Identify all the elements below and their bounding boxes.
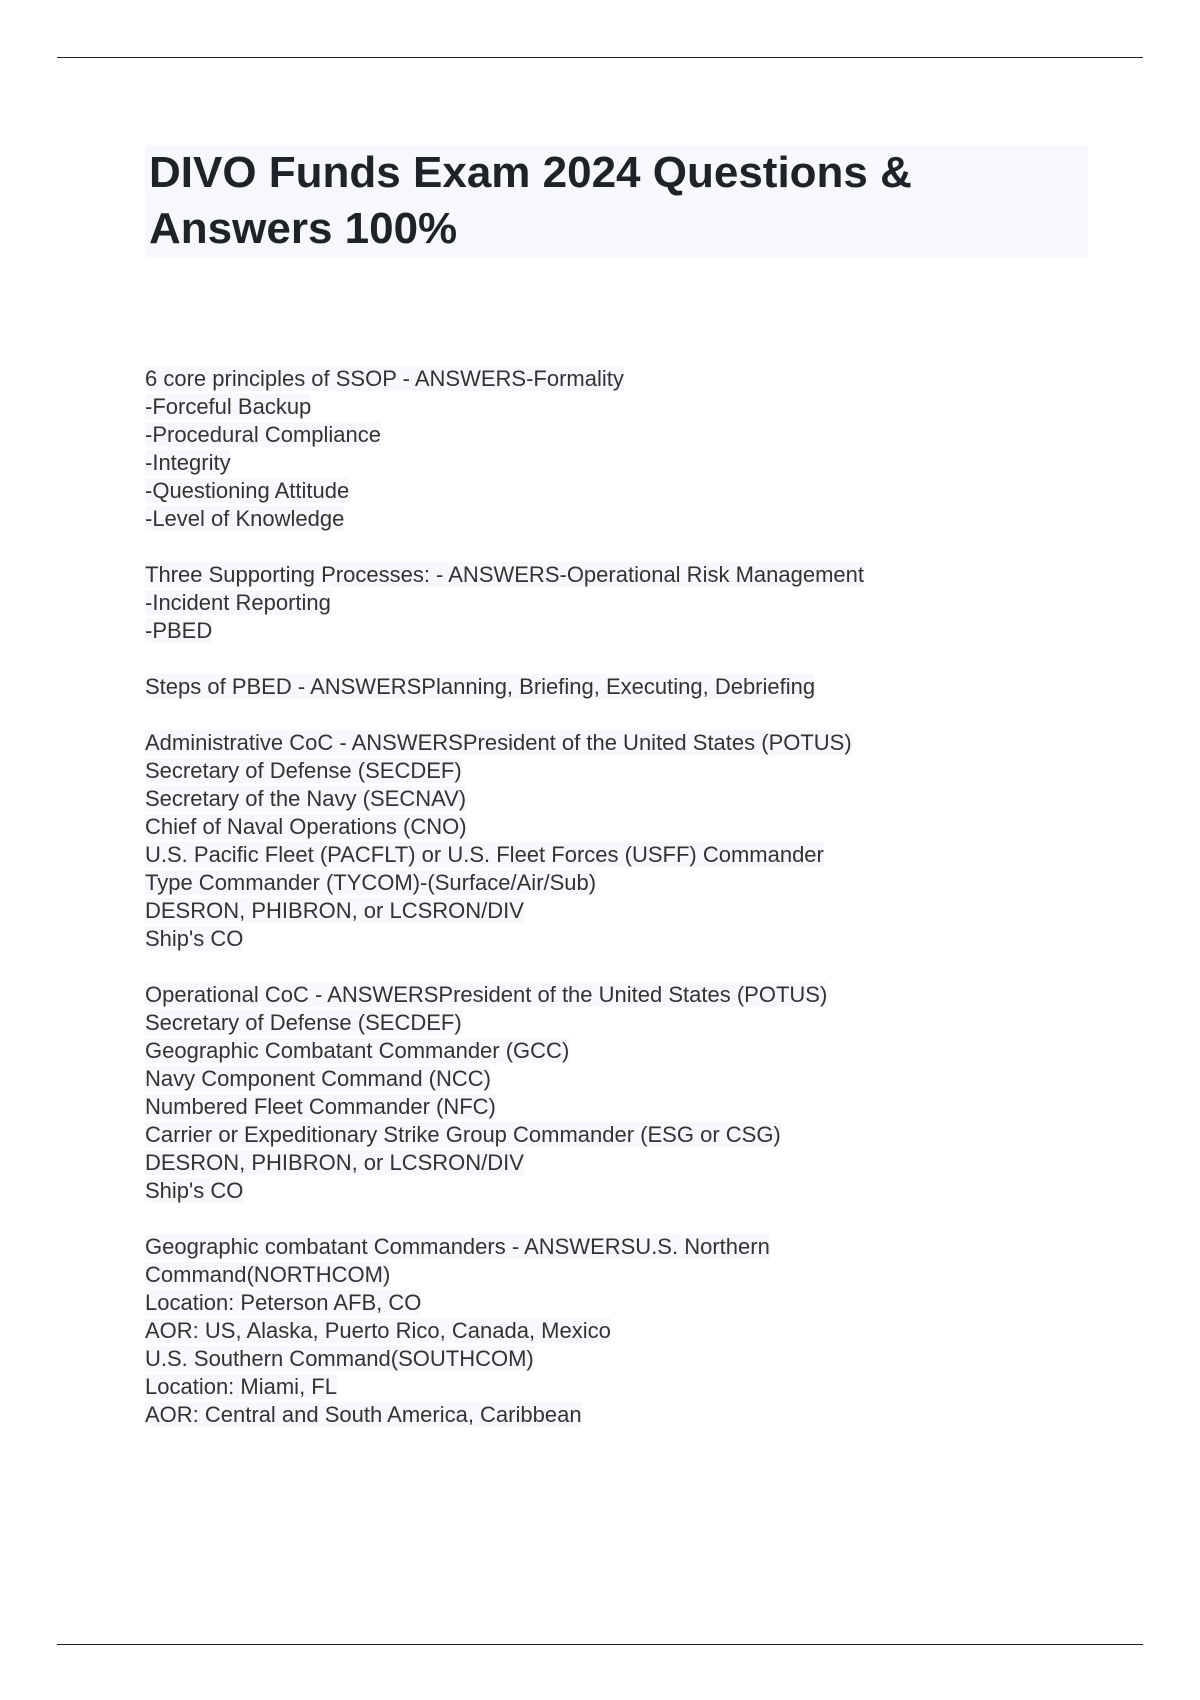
qa-item-supporting-processes	[145, 561, 1105, 645]
qa-line: 6 core principles of SSOP - ANSWERS-Formality	[145, 366, 624, 391]
qa-item-geographic-commanders	[145, 1233, 1105, 1429]
bottom-divider	[57, 1644, 1143, 1645]
qa-item-ssop-principles	[145, 365, 1105, 533]
qa-line: Administrative CoC - ANSWERSPresident of the United States (POTUS)	[145, 730, 852, 755]
qa-line: Geographic Combatant Commander (GCC)	[145, 1038, 570, 1063]
document-body	[145, 365, 1105, 1457]
document-title	[145, 145, 1088, 257]
qa-line: AOR: US, Alaska, Puerto Rico, Canada, Mexico	[145, 1318, 611, 1343]
qa-line: Three Supporting Processes: - ANSWERS-Operational Risk Management	[145, 562, 864, 587]
qa-line: Geographic combatant Commanders - ANSWERSU.S. Northern	[145, 1234, 770, 1259]
qa-line: Location: Miami, FL	[145, 1374, 337, 1399]
qa-line: Secretary of the Navy (SECNAV)	[145, 786, 467, 811]
qa-line: Chief of Naval Operations (CNO)	[145, 814, 467, 839]
qa-line: U.S. Southern Command(SOUTHCOM)	[145, 1346, 534, 1371]
qa-line: DESRON, PHIBRON, or LCSRON/DIV	[145, 898, 524, 923]
qa-line: AOR: Central and South America, Caribbean	[145, 1402, 582, 1427]
qa-line: -PBED	[145, 618, 213, 643]
qa-line: Navy Component Command (NCC)	[145, 1066, 491, 1091]
qa-line: Secretary of Defense (SECDEF)	[145, 758, 462, 783]
qa-line: Ship's CO	[145, 926, 244, 951]
title-line-1: DIVO Funds Exam 2024 Questions &	[149, 148, 912, 197]
qa-line: -Incident Reporting	[145, 590, 331, 615]
qa-line: Operational CoC - ANSWERSPresident of the United States (POTUS)	[145, 982, 828, 1007]
qa-line: Numbered Fleet Commander (NFC)	[145, 1094, 496, 1119]
qa-line: Command(NORTHCOM)	[145, 1262, 391, 1287]
qa-line: -Integrity	[145, 450, 231, 475]
qa-line: -Forceful Backup	[145, 394, 312, 419]
qa-line: Secretary of Defense (SECDEF)	[145, 1010, 462, 1035]
qa-line: -Procedural Compliance	[145, 422, 381, 447]
qa-line: Ship's CO	[145, 1178, 244, 1203]
qa-line: Carrier or Expeditionary Strike Group Commander (ESG or CSG)	[145, 1122, 781, 1147]
qa-item-operational-coc	[145, 981, 1105, 1205]
qa-line: -Questioning Attitude	[145, 478, 350, 503]
qa-line: Type Commander (TYCOM)-(Surface/Air/Sub)	[145, 870, 597, 895]
qa-line: Steps of PBED - ANSWERSPlanning, Briefing, Executing, Debriefing	[145, 674, 816, 699]
qa-item-administrative-coc	[145, 729, 1105, 953]
top-divider	[57, 57, 1143, 58]
qa-line: Location: Peterson AFB, CO	[145, 1290, 422, 1315]
qa-line: -Level of Knowledge	[145, 506, 345, 531]
qa-line: DESRON, PHIBRON, or LCSRON/DIV	[145, 1150, 524, 1175]
qa-item-pbed-steps	[145, 673, 1105, 701]
title-line-2: Answers 100%	[149, 204, 458, 253]
qa-line: U.S. Pacific Fleet (PACFLT) or U.S. Fleet Forces (USFF) Commander	[145, 842, 824, 867]
